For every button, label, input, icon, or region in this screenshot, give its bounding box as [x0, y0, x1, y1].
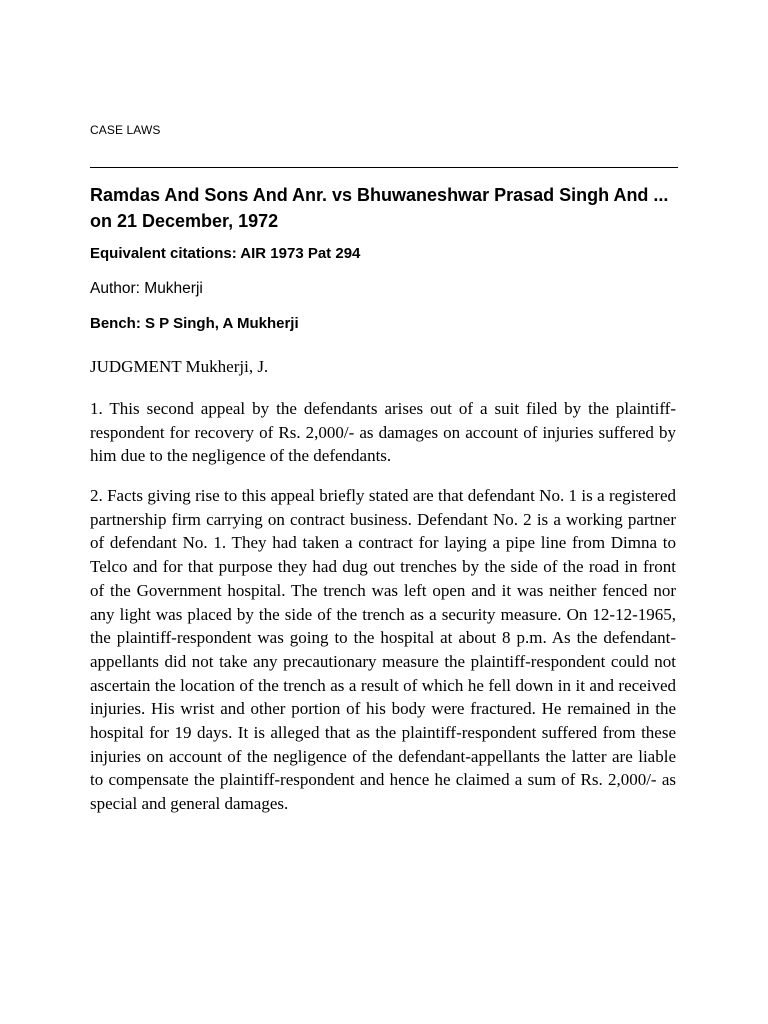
- paragraph-1: 1. This second appeal by the defendants arises out of a suit filed by the plaintiff-respondent for recovery of Rs. 2,000/- as damages on account of injuries suffered by him due to the negligence of the defendants.: [90, 399, 676, 466]
- author-line: Author: Mukherji: [90, 280, 203, 297]
- equivalent-citations: Equivalent citations: AIR 1973 Pat 294: [90, 245, 361, 262]
- paragraph-2: 2. Facts giving rise to this appeal briefly stated are that defendant No. 1 is a registered partnership firm carrying on contract business. Defendant No. 2 is a working partner of defendant No. 1. They had taken a contract for laying a pipe line from Dimna to Telco and for that purpose they had dug out trenches by the side of the road in front of the Government hospital. The trench was left open and it was neither fenced nor any light was placed by the side of the trench as a security measure. On 12-12-1965, the plaintiff-respondent was going to the hospital at about 8 p.m. As the defendant-appellants did not take any precautionary measure the plaintiff-respondent could not ascertain the location of the trench as a result of which he fell down in it and received injuries. His wrist and other portion of his body were fractured. He remained in the hospital for 19 days. It is alleged that as the plaintiff-respondent suffered from these injuries on account of the negligence of the defendant-appellants the latter are liable to compensate the plaintiff-respondent and hence he claimed a sum of Rs. 2,000/- as special and general damages.: [90, 486, 676, 814]
- case-title: Ramdas And Sons And Anr. vs Bhuwaneshwar Prasad Singh And ... on 21 December, 1972: [90, 185, 669, 231]
- judgment-heading: JUDGMENT Mukherji, J.: [90, 357, 269, 376]
- header-divider: [90, 167, 678, 168]
- bench-line: Bench: S P Singh, A Mukherji: [90, 315, 299, 332]
- header-label: CASE LAWS: [90, 123, 161, 137]
